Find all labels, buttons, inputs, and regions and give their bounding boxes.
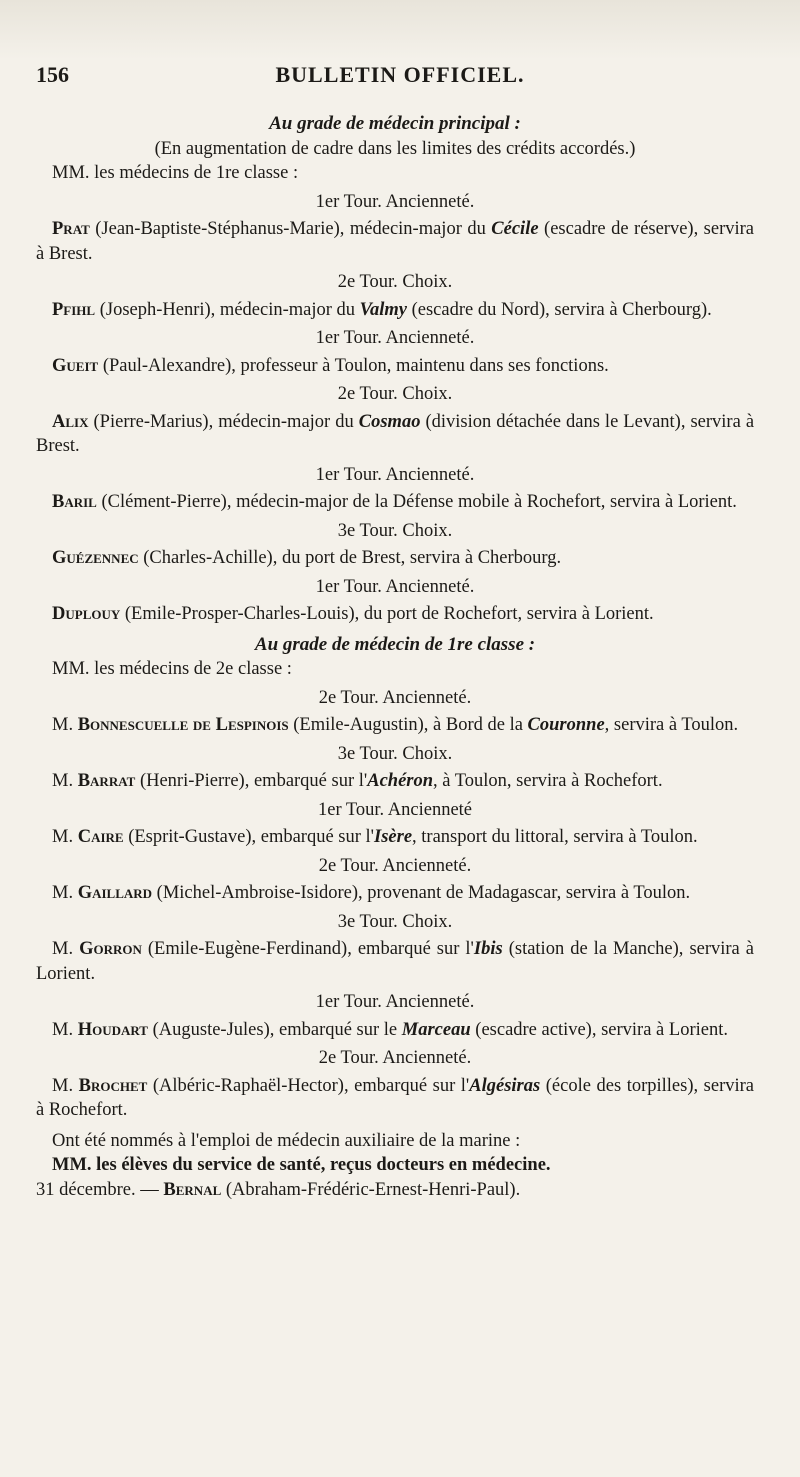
tour-heading: 2e Tour. Choix. [337,384,453,404]
ship-name: Isère [374,827,413,847]
tour-heading: 1er Tour. Ancienneté. [315,576,475,597]
closing-entry: 31 décembre. — Bernal (Abraham-Frédéric-Ernest-Henri-Paul). [36,1179,521,1200]
entry: M. Houdart (Auguste-Jules), embarqué sur le Marceau (escadre active), servira à Lorient. [52,1019,728,1040]
tour-heading: 2e Tour. Ancienneté. [318,1048,472,1068]
surname: Gorron [79,939,142,959]
group-intro: MM. les médecins de 1re classe : [52,163,299,183]
tour-heading: 1er Tour. Ancienneté. [315,191,475,212]
ship-name: Marceau [401,1019,471,1040]
surname: Gaillard [77,883,153,903]
entry: Guézennec (Charles-Achille), du port de Brest, servira à Cherbourg. [52,548,562,568]
tour-heading: 1er Tour. Ancienneté. [315,992,475,1012]
surname: Bernal [163,1179,222,1200]
ship-name: Couronne [527,715,605,735]
ship-name: Cécile [491,219,539,239]
section-subheading: (En augmentation de cadre dans les limites des crédits accordés.) [154,138,636,159]
entry: Alix (Pierre-Marius), médecin-major du Cosmao (division détachée dans le Levant), servira à Brest. [36,411,755,456]
surname: Guézennec [52,548,139,568]
tour-heading: 1er Tour. Ancienneté [317,799,473,820]
entry: Baril (Clément-Pierre), médecin-major de la Défense mobile à Rochefort, servira à Lorient. [52,492,737,512]
ship-name: Achéron [367,771,434,791]
entry: M. Bonnescuelle de Lespinois (Emile-Augustin), à Bord de la Couronne, servira à Toulon. [52,715,739,735]
surname: Caire [77,827,124,847]
tour-heading: 3e Tour. Choix. [337,911,453,932]
tour-heading: 2e Tour. Ancienneté. [318,855,472,876]
section-heading: Au grade de médecin principal : [269,113,521,134]
entry: Pfihl (Joseph-Henri), médecin-major du Valmy (escadre du Nord), servira à Cherbourg). [52,299,712,320]
tour-heading: 2e Tour. Choix. [337,272,453,292]
surname: Alix [52,411,89,432]
surname: Prat [52,219,90,239]
page-header [36,62,764,92]
running-title: BULLETIN OFFICIEL. [275,62,525,87]
tour-heading: 2e Tour. Ancienneté. [318,687,472,708]
tour-heading: 1er Tour. Ancienneté. [315,464,475,485]
closing-intro: MM. les élèves du service de santé, reçus docteurs en médecine. [52,1155,551,1175]
entry: M. Caire (Esprit-Gustave), embarqué sur l'Isère, transport du littoral, servira à Toulon. [52,827,698,847]
page-number: 156 [36,62,69,87]
entry: Prat (Jean-Baptiste-Stéphanus-Marie), médecin-major du Cécile (escadre de réserve), servira à Brest. [36,219,755,264]
ship-name: Cosmao [358,411,421,432]
entry: Duplouy (Emile-Prosper-Charles-Louis), du port de Rochefort, servira à Lorient. [52,604,654,624]
document-body [36,112,754,1202]
surname: Pfihl [52,299,96,320]
entry: M. Barrat (Henri-Pierre), embarqué sur l'Achéron, à Toulon, servira à Rochefort. [52,771,663,791]
surname: Duplouy [52,604,121,624]
closing-paragraph: Ont été nommés à l'emploi de médecin auxiliaire de la marine : [52,1130,521,1151]
entry: M. Gorron (Emile-Eugène-Ferdinand), embarqué sur l'Ibis (station de la Manche), servira à Lorient. [36,939,754,984]
ship-name: Ibis [473,939,503,959]
entry: M. Gaillard (Michel-Ambroise-Isidore), provenant de Madagascar, servira à Toulon. [52,883,691,903]
surname: Gueit [52,355,99,376]
surname: Brochet [78,1075,148,1096]
tour-heading: 1er Tour. Ancienneté. [315,328,475,348]
tour-heading: 3e Tour. Choix. [337,743,453,764]
tour-heading: 3e Tour. Choix. [337,520,453,541]
section-heading: Au grade de médecin de 1re classe : [254,633,536,655]
ship-name: Algésiras [469,1075,541,1096]
group-intro: MM. les médecins de 2e classe : [52,659,292,679]
entry: M. Brochet (Albéric-Raphaël-Hector), embarqué sur l'Algésiras (école des torpilles), servira à Rochefort. [36,1075,755,1120]
surname: Houdart [77,1019,148,1040]
surname: Baril [52,492,97,512]
ship-name: Valmy [359,299,407,320]
surname: Barrat [77,771,136,791]
entry: Gueit (Paul-Alexandre), professeur à Toulon, maintenu dans ses fonctions. [52,355,609,376]
surname: Bonnescuelle de Lespinois [77,715,289,735]
